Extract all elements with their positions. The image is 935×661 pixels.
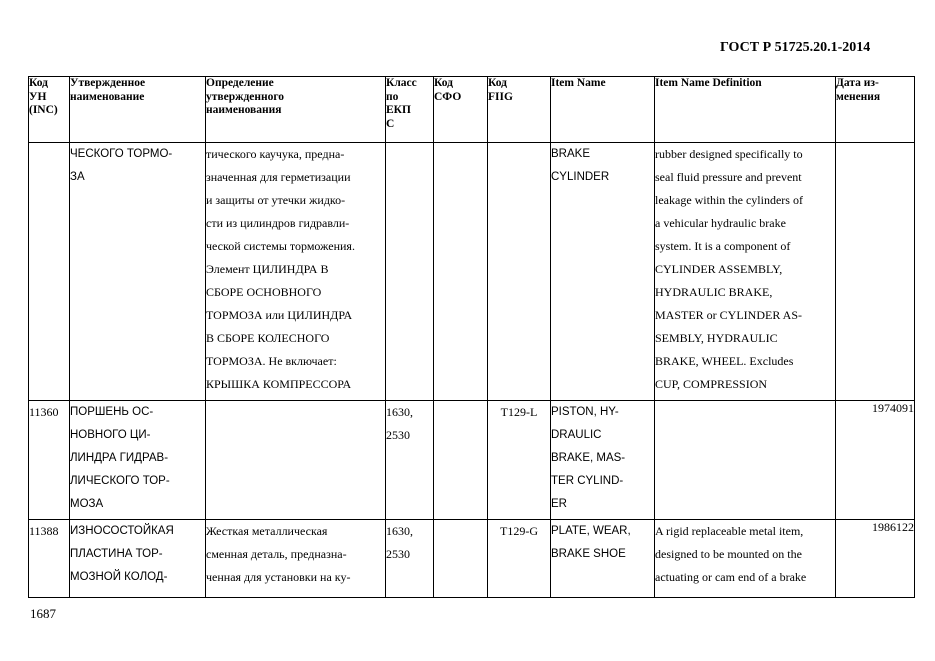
text-line: (INC) [29,104,58,116]
text-line: тического каучука, предна- [206,147,345,161]
text-line: MASTER or CYLINDER AS- [655,308,803,322]
cell-sfo-code [434,143,488,401]
text-line: ЛИЧЕСКОГО ТОР- [70,475,170,487]
text-line: BRAKE, MAS- [551,452,626,464]
cell-ekp-class [386,520,434,598]
text-line: сти из цилиндров гидравли- [206,216,350,230]
cell-item-name [551,520,655,598]
cell-ekp-class [386,143,434,401]
cell-item-name [551,143,655,401]
text-line: system. It is a component of [655,239,791,253]
text-line: утвержденного [206,90,285,103]
header-approved-name [70,77,206,143]
text-line: TER CYLIND- [551,475,624,487]
text-line: 2530 [386,428,410,442]
cell-item-name-definition [655,520,836,598]
text-line: rubber designed specifically to [655,147,803,161]
text-line: ЧЕСКОГО ТОРМО- [70,148,173,160]
text-line: HYDRAULIC BRAKE, [655,285,773,299]
text-line: ЗА [70,171,85,183]
text-line: 2530 [386,547,410,561]
text-line: designed to be mounted on the [655,547,802,561]
text-line: ченная для установки на ку- [206,570,351,584]
cell-code: 11388 [29,520,70,598]
header-sfo-code [434,77,488,143]
text-line: ИЗНОСОСТОЙКАЯ [70,525,174,537]
cell-approved-name [70,520,206,598]
table-row [29,401,915,520]
text-line: Item Name [551,77,606,89]
text-line: 1630, [386,524,413,538]
header-ekp-class [386,77,434,143]
header-code-un [29,77,70,143]
header-item-name [551,77,655,143]
cell-fiig-code: T129-L [488,401,551,520]
text-line: actuating or cam end of a brake [655,570,807,584]
text-line: В СБОРЕ КОЛЕСНОГО [206,331,330,345]
text-line: seal fluid pressure and prevent [655,170,802,184]
text-line: НОВНОГО ЦИ- [70,429,151,441]
cell-approved-definition [206,143,386,401]
header-change-date [836,77,915,143]
text-line: Жесткая металлическая [206,524,328,538]
text-line: PISTON, HY- [551,406,619,418]
text-line: A rigid replaceable metal item, [655,524,804,538]
text-line: С [386,117,395,130]
table-header-row [29,77,915,143]
text-line: FIIG [488,90,513,103]
text-line: 1630, [386,405,413,419]
text-line: a vehicular hydraulic brake [655,216,786,230]
cell-change-date [836,143,915,401]
header-approved-definition [206,77,386,143]
text-line: Класс [386,77,417,89]
text-line: СБОРЕ ОСНОВНОГО [206,285,322,299]
cell-change-date: 1974091 [836,401,915,520]
cell-fiig-code: T129-G [488,520,551,598]
cell-item-name-definition [655,143,836,401]
text-line: CUP, COMPRESSION [655,377,768,391]
text-line: DRAULIC [551,429,602,441]
text-line: наименование [70,90,145,103]
text-line: Код [488,77,508,89]
text-line: Элемент ЦИЛИНДРА В [206,262,329,276]
text-line: ПЛАСТИНА ТОР- [70,548,163,560]
cell-fiig-code [488,143,551,401]
cell-item-name-definition [655,401,836,520]
cell-code: 11360 [29,401,70,520]
text-line: менения [836,90,881,103]
text-line: CYLINDER ASSEMBLY, [655,262,783,276]
cell-sfo-code [434,520,488,598]
cell-approved-name [70,401,206,520]
cell-code [29,143,70,401]
cell-change-date: 1986122 [836,520,915,598]
text-line: КРЫШКА КОМПРЕССОРА [206,377,352,391]
text-line: ЕКП [386,104,411,116]
spec-table [28,76,915,598]
text-line: МОЗА [70,498,104,510]
cell-sfo-code [434,401,488,520]
text-line: ПОРШЕНЬ ОС- [70,406,154,418]
text-line: Item Name Definition [655,77,762,89]
header-item-name-definition [655,77,836,143]
header-fiig-code [488,77,551,143]
document-title: ГОСТ Р 51725.20.1-2014 [720,40,871,55]
text-line: leakage within the cylinders of [655,193,803,207]
text-line: Определение [206,77,274,89]
text-line: СФО [434,90,462,103]
text-line: Утвержденное [70,77,146,89]
text-line: PLATE, WEAR, [551,525,631,537]
text-line: по [386,90,399,103]
cell-item-name [551,401,655,520]
cell-ekp-class [386,401,434,520]
text-line: УН [29,90,47,103]
text-line: BRAKE SHOE [551,548,626,560]
text-line: SEMBLY, HYDRAULIC [655,331,778,345]
text-line: МОЗНОЙ КОЛОД- [70,571,168,583]
text-line: Дата из- [836,77,879,89]
text-line: BRAKE, WHEEL. Excludes [655,354,794,368]
cell-approved-name [70,143,206,401]
text-line: ЛИНДРА ГИДРАВ- [70,452,169,464]
text-line: значенная для герметизации [206,170,351,184]
text-line: сменная деталь, предназна- [206,547,347,561]
cell-approved-definition [206,401,386,520]
table-row [29,143,915,401]
table-row [29,520,915,598]
text-line: ER [551,498,567,510]
text-line: и защиты от утечки жидко- [206,193,346,207]
page-number: 1687 [30,606,56,621]
text-line: наименования [206,104,282,116]
text-line: ТОРМОЗА. Не включает: [206,354,337,368]
cell-approved-definition [206,520,386,598]
text-line: ческой системы торможения. [206,239,355,253]
text-line: Код [434,77,454,89]
text-line: Код [29,77,49,89]
text-line: BRAKE [551,148,590,160]
text-line: CYLINDER [551,171,610,183]
text-line: ТОРМОЗА или ЦИЛИНДРА [206,308,353,322]
